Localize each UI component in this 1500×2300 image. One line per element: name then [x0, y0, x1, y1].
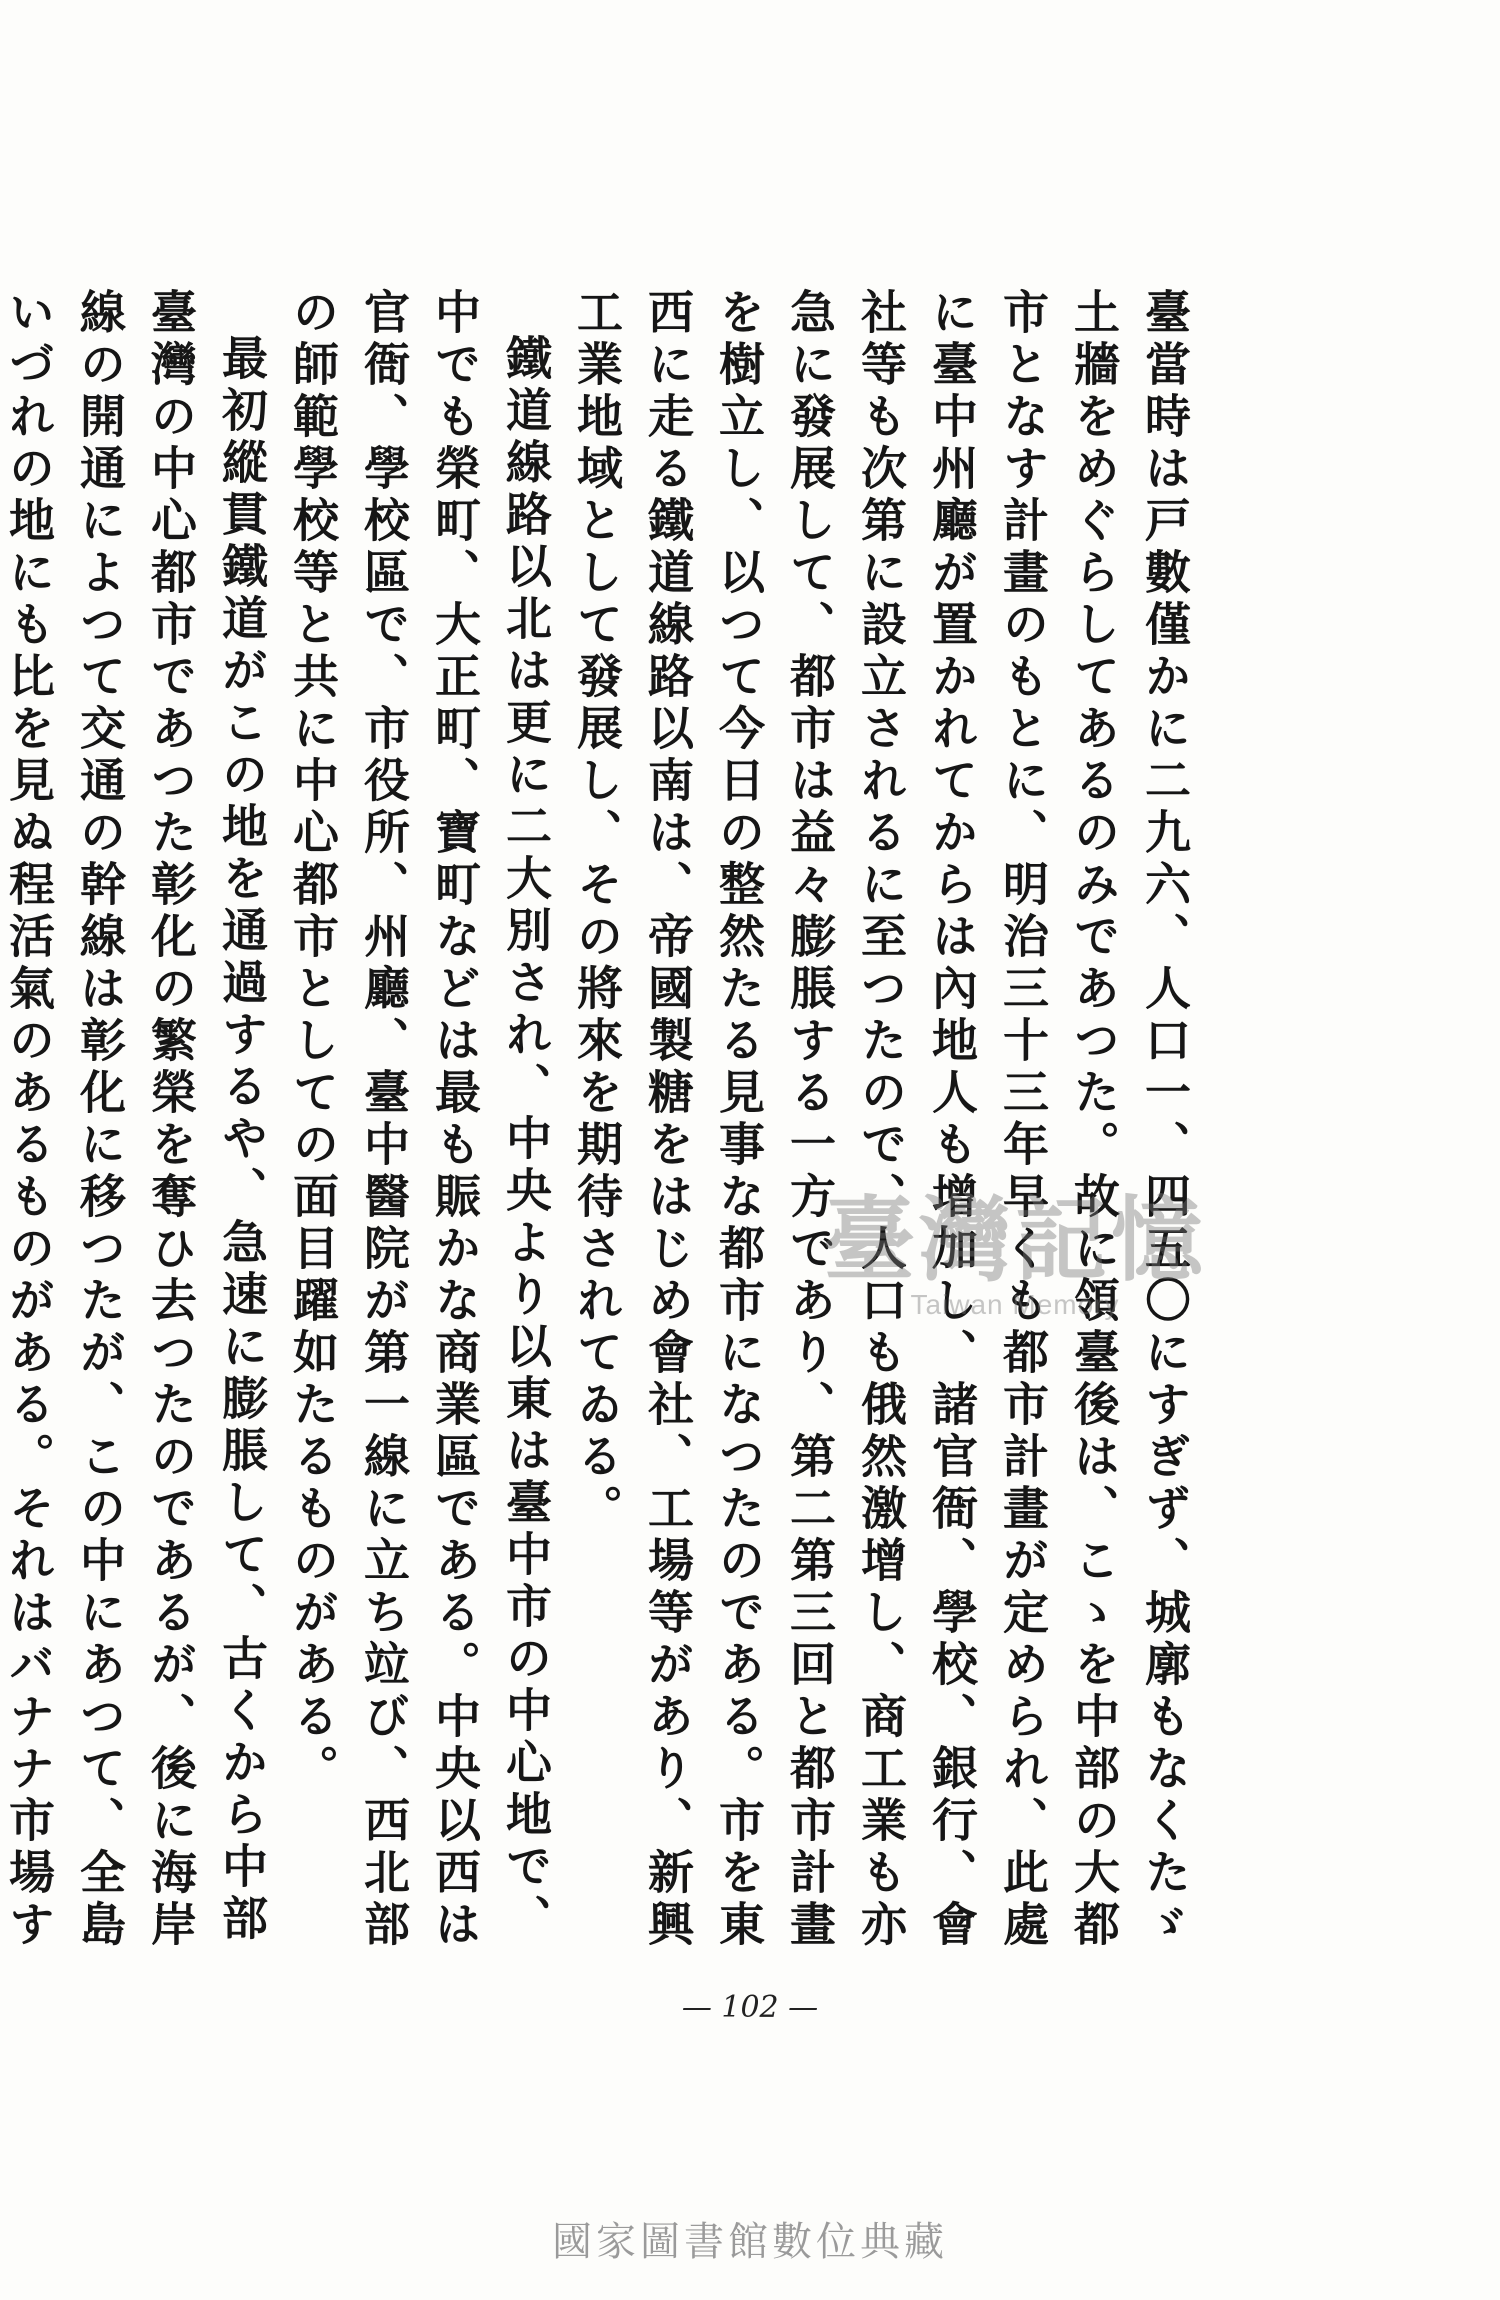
paragraph-2: 鐵道線路以北は更に二大別され、中央より以東は臺中市の中心地で、中でも榮町、大正町、寶町などは最も賑かな商業區である。中央以西は官衙、學校區で、市役所、州廳、臺中醫院が第一線に立ち竝び、西北部の師範學校等と共に中心都市としての面目躍如たるものがある。: [286, 288, 553, 1952]
page-number: — 102 —: [681, 1990, 819, 2025]
body-text: [2, 288, 1200, 1988]
footer-credit: 國家圖書館數位典藏: [552, 2219, 948, 2265]
paragraph-3: 最初縱貫鐵道がこの地を通過するや、急速に膨脹して、古くから中部臺灣の中心都市であつた彰化の繁榮を奪ひ去つたのであるが、後に海岸線の開通によつて交通の幹線は彰化に移つたが、この中にあつて、全島いづれの地にも比を見ぬ程活氣のあるものがある。それはバナナ市場す: [2, 288, 269, 1952]
paragraph-1: 臺當時は戸數僅かに二九六、人口一、四五〇にすぎず、城廓もなくたゞ土牆をめぐらしてあるのみであつた。故に領臺後は、こゝを中部の大都市となす計畫のもとに、明治三十三年早くも都市計畫が定められ、此處に臺中州廳が置かれてからは內地人も增加し、諸官衙、學校、銀行、會社等も次第に設立されるに至つたので、人口も俄然激增し、商工業も亦急に發展して、都市は益々膨脹する一方であり、第二第三回と都市計畫を樹立し、以つて今日の整然たる見事な都市になつたのである。市を東西に走る鐵道線路以南は、帝國製糖をはじめ會社、工場等があり、新興工業地域として發展し、その將來を期待されてゐる。: [570, 288, 1192, 1952]
watermark-title: 臺灣記憶: [822, 1186, 1207, 1294]
watermark-subtitle: Taiwan Memory: [910, 1289, 1120, 1320]
